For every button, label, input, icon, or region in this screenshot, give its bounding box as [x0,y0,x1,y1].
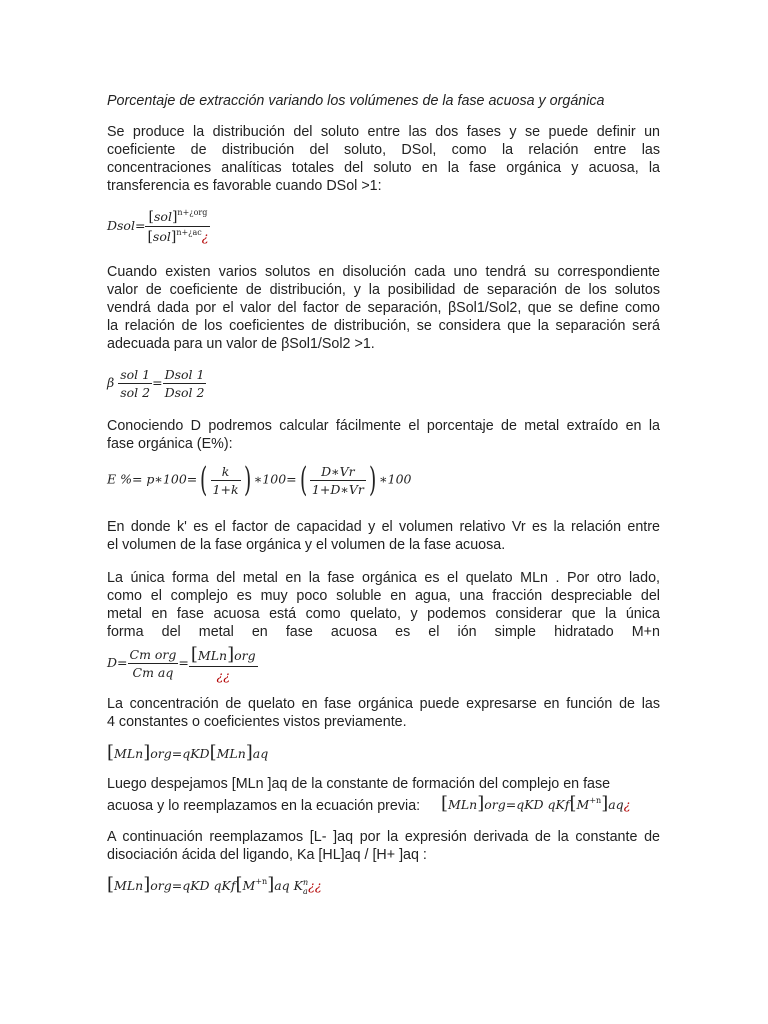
equation-tail: aq [252,746,269,761]
paragraph-ligand [107,828,660,864]
denominator-text: Cm aq [132,665,174,680]
denominator-text: 1+k [212,481,239,497]
text-line: La concentración de quelato en fase orgánica puede expresarse en función de las [107,696,660,712]
equals-sign: = [178,655,189,670]
text-line: Luego despejamos [MLn ]aq de la constante de formación del complejo en fase [107,776,611,792]
text-line: En donde k' es el factor de capacidad y el volumen relativo Vr es la relación entre [107,519,660,535]
numerator-text: D∗Vr [310,464,366,481]
paragraph-capacity [107,518,660,554]
equation-extraction: E %= p∗100=( $\frac{k}{1+k}$ ) ∗100=( $\frac{D∗Vr}{1+D∗Vr}$ ) ∗100 [107,460,412,500]
equation-tail: ∗100 [379,471,412,487]
equation-subscript: a [303,886,308,896]
text-line: vendrá dada por el valor del factor de separación, βSol1/Sol2, que se define como [107,300,660,316]
equation-term: M [242,878,256,893]
numerator-text: Cm org [129,647,177,662]
paragraph-formation-constant [107,775,660,793]
paragraph-distribution [107,123,660,195]
equation-fraction [310,464,366,497]
equation-fraction [128,647,179,680]
equation-mid: ∗100= [253,471,297,487]
text-line: fase orgánica (E%): [107,436,233,452]
equation-fraction [118,367,152,400]
equation-superscript: +n [255,877,268,886]
equation-tail: aq [608,797,624,812]
text-line: Conociendo D podremos calcular fácilmente el porcentaje de metal extraído en la [107,418,660,434]
text-line: disociación ácida del ligando, Ka [HL]aq / [H+ ]aq : [107,847,427,863]
text-line: coeficiente de distribución del soluto, DSol, como la relación entre las [107,142,660,158]
text-line: Se produce la distribución del soluto entre las dos fases y se puede definir un [107,124,660,140]
paragraph-separation [107,263,660,353]
text-line: metal en fase acuosa está como quelato, y podemos considerar que la única [107,606,660,622]
equation-term: MLn [114,746,144,761]
equation-beta [107,367,206,400]
equals-sign: = [152,375,163,390]
equation-d-ratio [107,644,258,683]
numerator-text: sol [154,209,172,224]
text-line: adecuada para un valor de βSol1/Sol2 >1. [107,336,375,352]
denominator-text: 1+D∗Vr [311,481,364,497]
equation-inline-kf: [MLn]org=qKD $qKf[M^{+n}]aq¿$ [441,793,631,814]
denominator-text: Dsol 2 [164,385,205,400]
equation-placeholder-mark: ¿¿ [216,668,230,683]
text-line: transferencia es favorable cuando DSol >1: [107,178,382,194]
paragraph-concentration [107,695,660,731]
numerator-text: k [211,464,241,481]
beta-symbol: β [107,375,115,390]
equation-fraction: $\frac{[sol]^{n+¿org}}{[sol]^{n+¿ac}¿}$ [147,208,209,245]
numerator-superscript: n+¿org [177,208,208,217]
text-line: Cuando existen varios solutos en disolución cada uno tendrá su correspondiente [107,264,660,280]
denominator-text: sol [152,229,171,244]
text-line: A continuación reemplazamos [L- ]aq por la expresión derivada de la constante de [107,829,660,845]
text-line: el volumen de la fase orgánica y el volumen de la fase acuosa. [107,537,506,553]
equation-mid: org=qKD qKf [484,797,570,812]
text-line: como el complejo es muy poco soluble en agua, una fracción despreciable del [107,588,660,604]
text-line: concentraciones analíticas totales del soluto en la fase orgánica y acuosa, la [107,160,660,176]
equation-mid: org=qKD [150,746,210,761]
paragraph-chelate [107,569,660,641]
equation-fraction: $\frac{\text{[MLn]org}}{¿¿}$ [190,644,256,683]
equation-placeholder-mark: ¿ [201,229,209,244]
equation-term: MLn [216,746,246,761]
numerator-tail: org [234,648,256,663]
equation-term: MLn [114,878,144,893]
numerator-text: Dsol 1 [164,367,205,382]
equation-lhs: D= [107,655,128,670]
equation-term: aq K [274,878,304,893]
equation-superscript: +n [589,796,602,805]
text-line: la relación de los coeficientes de distribución, se considera que la separación será [107,318,660,334]
equation-term: M [576,797,590,812]
equation-lhs: E %= p∗100= [107,471,198,487]
equation-superscript: n [303,877,309,887]
text-line: La única forma del metal en la fase orgánica es el quelato MLn . Por otro lado, [107,570,660,586]
paragraph-percentage [107,417,660,453]
equation-dsol [107,208,210,245]
denominator-text: sol 2 [120,385,151,400]
numerator-text: MLn [197,648,228,663]
text-line: forma del metal en fase acuosa es el ión simple hidratado M+n [107,624,660,640]
equation-fraction [211,464,241,497]
equation-ka: [MLn]org=qKD $qKf[M^{+n}]aq$ K n a ¿¿ [107,874,322,896]
equation-mid: org=qKD qKf [150,878,236,893]
equation-placeholder-mark: ¿¿ [308,878,322,893]
section-title: Porcentaje de extracción variando los volúmenes de la fase acuosa y orgánica [107,93,605,109]
equation-term: MLn [448,797,478,812]
text-line: valor de coeficiente de distribución, y la posibilidad de separación de los solutos [107,282,660,298]
numerator-text: sol 1 [120,367,151,382]
text-line: acuosa y lo reemplazamos en la ecuación previa: [107,798,421,814]
text-line: 4 constantes o coeficientes vistos previamente. [107,714,407,730]
equation-fraction [163,367,207,400]
denominator-superscript: n+¿ac [176,228,202,237]
equation-placeholder-mark: ¿ [623,797,631,812]
equation-mln-org: [MLn]org=qKD[MLn]aq [107,742,269,763]
equation-lhs: Dsol= [107,218,146,233]
